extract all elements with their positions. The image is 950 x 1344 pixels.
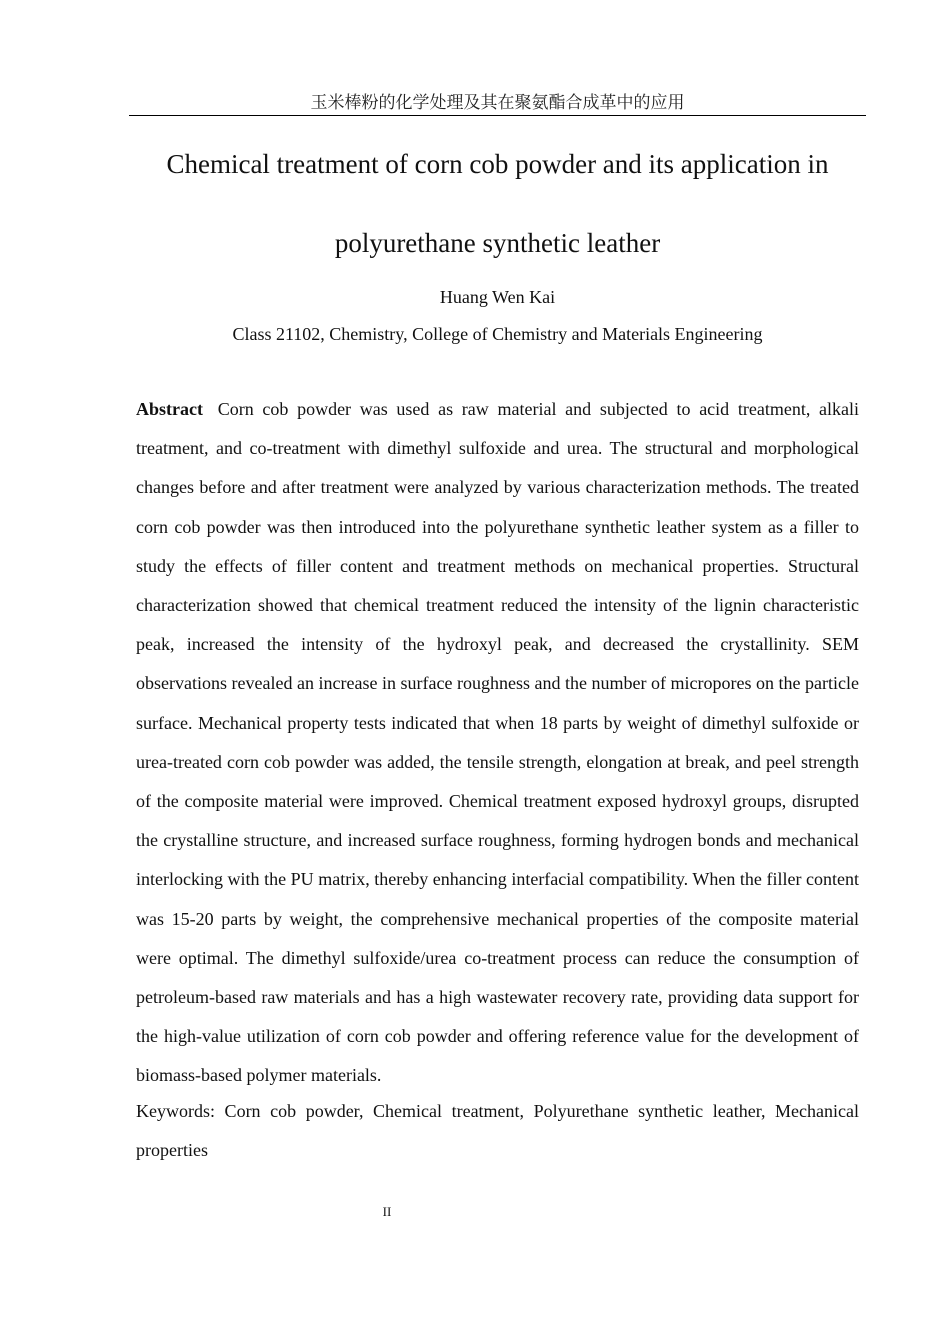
abstract-text: Corn cob powder was used as raw material and subjected to acid treatment, alkali treatment, and co-treatment with dimethyl sulfoxide and urea. The structural and morphological changes before and after treatment were analyzed by various characterization methods. The treated corn cob powder was then introduced into the polyurethane synthetic leather system as a filler to study the effects of filler content and treatment methods on mechanical properties. Structural characterization showed that chemical treatment reduced the intensity of the lignin characteristic peak, increased the intensity of the hydroxyl peak, and decreased the crystallinity. SEM observations revealed an increase in surface roughness and the number of micropores on the particle surface. Mechanical property tests indicated that when 18 parts by weight of dimethyl sulfoxide or urea-treated corn cob powder was added, the tensile strength, elongation at break, and peel strength of the composite material were improved. Chemical treatment exposed hydroxyl groups, disrupted the crystalline structure, and increased surface roughness, forming hydrogen bonds and mechanical interlocking with the PU matrix, thereby enhancing interfacial compatibility. When the filler content was 15-20 parts by weight, the comprehensive mechanical properties of the composite material were optimal. The dimethyl sulfoxide/urea co-treatment process can reduce the consumption of petroleum-based raw materials and has a high wastewater recovery rate, providing data support for the high-value utilization of corn cob powder and offering reference value for the development of biomass-based polymer materials.	[136, 399, 860, 1086]
keywords-paragraph: Keywords: Corn cob powder, Chemical treatment, Polyurethane synthetic leather, Mechanical properties	[136, 1101, 859, 1161]
title-line-2: polyurethane synthetic leather	[334, 228, 661, 258]
page-number: II	[382, 1204, 392, 1219]
running-header: 玉米棒粉的化学处理及其在聚氨酯合成革中的应用	[129, 92, 866, 116]
author-name: Huang Wen Kai	[439, 287, 556, 307]
author-affiliation: Class 21102, Chemistry, College of Chemistry and Materials Engineering	[232, 324, 763, 344]
title-line-1: Chemical treatment of corn cob powder and its application in	[166, 149, 829, 179]
abstract-label: Abstract	[136, 399, 203, 419]
abstract-paragraph	[136, 390, 859, 1096]
